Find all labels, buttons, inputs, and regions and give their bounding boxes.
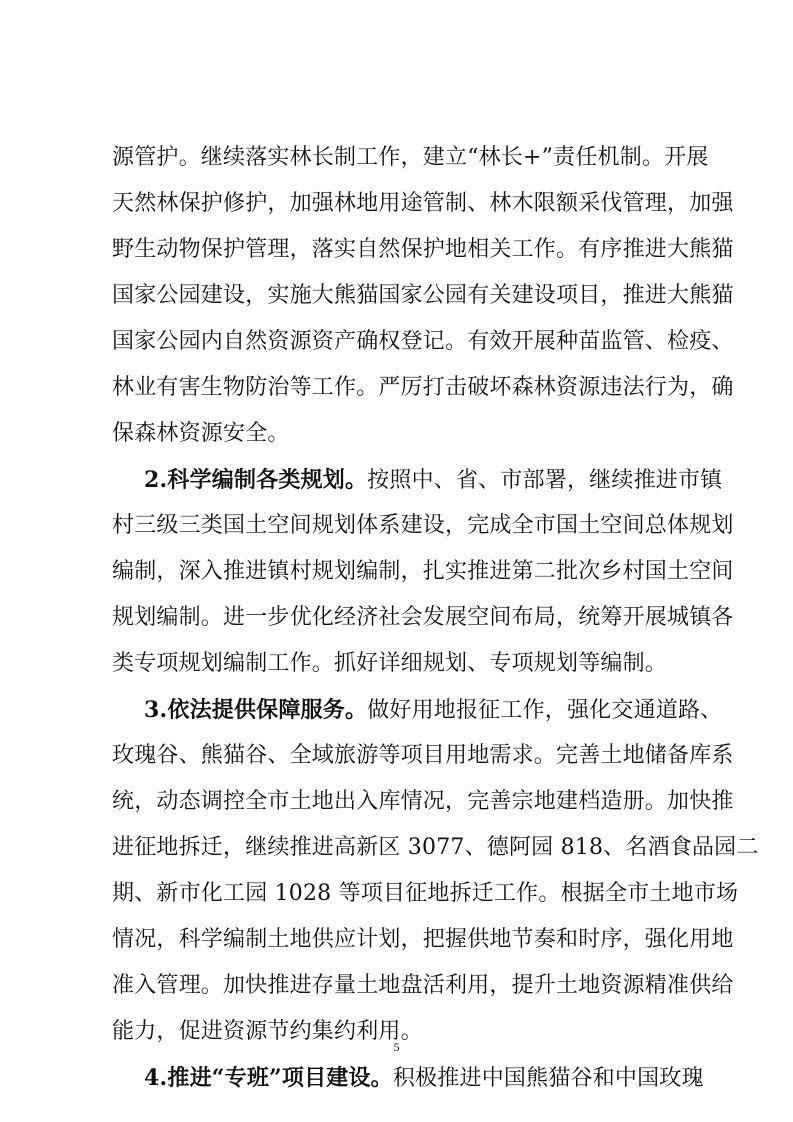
paragraph-1-line-4: 国家公园建设，实施大熊猫国家公园有关建设项目，推进大熊猫 (112, 283, 734, 308)
paragraph-4-heading: 4.推进“专班”项目建设。 (144, 1065, 393, 1091)
paragraph-3-first-line (144, 695, 723, 725)
paragraph-4-first-line (144, 1063, 704, 1093)
paragraph-2-first-line (144, 465, 723, 495)
paragraph-3-line-8: 能力，促进资源节约集约利用。 (112, 1019, 423, 1044)
paragraph-1-line-2: 天然林保护修护，加强林地用途管制、林木限额采伐管理，加强 (112, 191, 734, 216)
paragraph-1-line-1: 源管护。继续落实林长制工作，建立“林长+”责任机制。开展 (112, 145, 709, 170)
paragraph-2-line-5: 类专项规划编制工作。抓好详细规划、专项规划等编制。 (112, 651, 668, 676)
paragraph-3-line-4: 进征地拆迁，继续推进高新区 3077、德阿园 818、名酒食品园二 (112, 835, 759, 860)
paragraph-2-line-3: 编制，深入推进镇村规划编制，扎实推进第二批次乡村国土空间 (112, 559, 734, 584)
paragraph-2-line-4: 规划编制。进一步优化经济社会发展空间布局，统筹开展城镇各 (112, 605, 734, 630)
paragraph-4-first-line-text: 积极推进中国熊猫谷和中国玫瑰 (392, 1066, 704, 1091)
paragraph-3-line-7: 准入管理。加快推进存量土地盘活利用，提升土地资源精准供给 (112, 973, 734, 998)
paragraph-2-line-2: 村三级三类国土空间规划体系建设，完成全市国土空间总体规划 (112, 513, 734, 538)
paragraph-1-line-6: 林业有害生物防治等工作。严厉打击破坏森林资源违法行为，确 (112, 375, 734, 400)
paragraph-1-line-5: 国家公园内自然资源资产确权登记。有效开展种苗监管、检疫、 (112, 329, 734, 354)
paragraph-1-line-3: 野生动物保护管理，落实自然保护地相关工作。有序推进大熊猫 (112, 237, 734, 262)
paragraph-3-line-6: 情况，科学编制土地供应计划，把握供地节奏和时序，强化用地 (112, 927, 734, 952)
paragraph-2-heading: 2.科学编制各类规划。 (144, 467, 368, 493)
paragraph-3-line-2: 玫瑰谷、熊猫谷、全域旅游等项目用地需求。完善土地储备库系 (112, 743, 734, 768)
paragraph-3-line-3: 统，动态调控全市土地出入库情况，完善宗地建档造册。加快推 (112, 789, 734, 814)
paragraph-3-line-5: 期、新市化工园 1028 等项目征地拆迁工作。根据全市土地市场 (112, 881, 739, 906)
paragraph-2-first-line-text: 按照中、省、市部署，继续推进市镇 (367, 468, 723, 493)
page-number: 5 (393, 1040, 400, 1054)
paragraph-3-first-line-text: 做好用地报征工作，强化交通道路、 (367, 698, 723, 723)
paragraph-3-heading: 3.依法提供保障服务。 (144, 697, 368, 723)
paragraph-1-line-7: 保森林资源安全。 (112, 421, 290, 446)
